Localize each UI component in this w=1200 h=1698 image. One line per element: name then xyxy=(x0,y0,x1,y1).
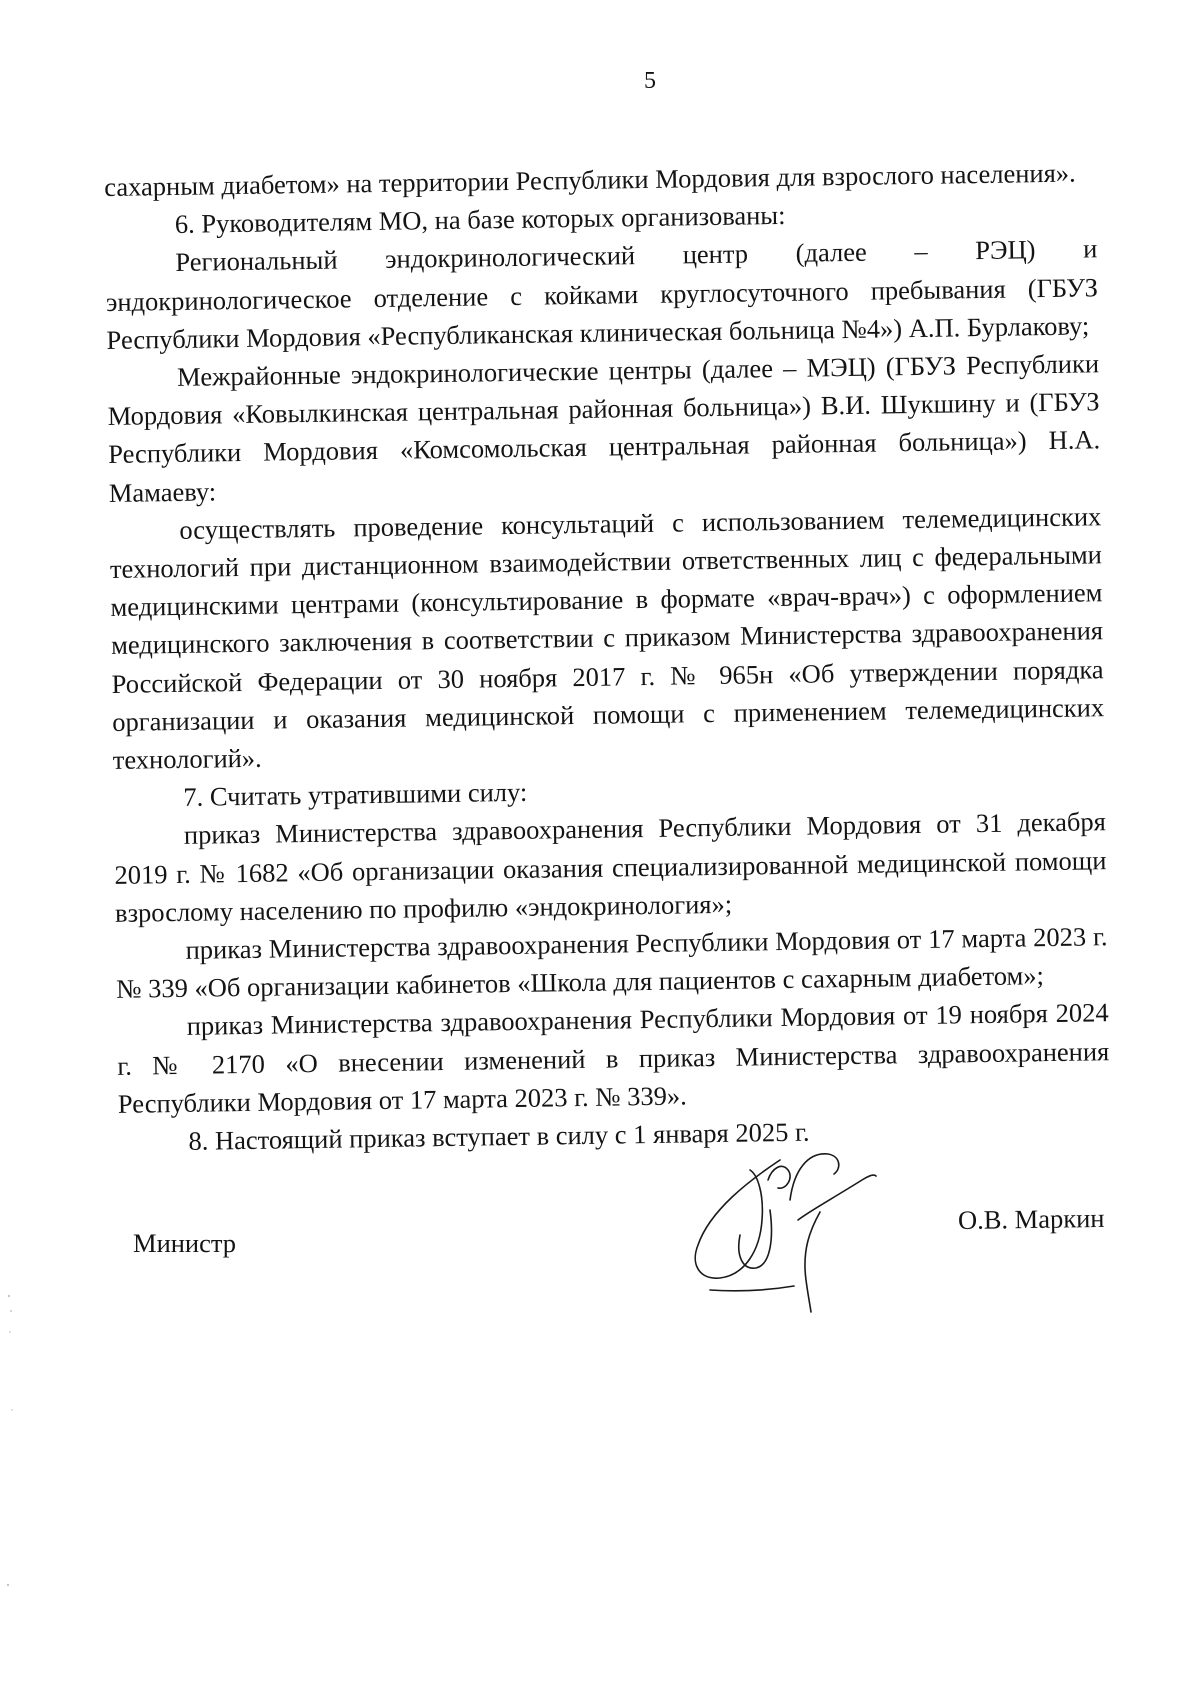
paragraph-revoked-order-1682: приказ Министерства здравоохранения Республики Мордовия от 31 декабря 2019 г. № 1682 «Об организации оказания специализированной медицинской помощи взрослому населению по профилю «эндокринология»; xyxy=(114,806,1107,928)
signer-name: О.В. Маркин xyxy=(957,1202,1105,1236)
signature-block xyxy=(0,1150,1200,1330)
paragraph-telemedicine: осуществлять проведение консультаций с использованием телемедицинских технологий при дистанционном взаимодействии ответственных лиц с федеральными медицинскими центрами (консультирование в формате «врач-врач») с оформлением медицинского заключения в соответствии с приказом Министерства здравоохранения Российской Федерации от 30 ноября 2017 г. № 965н «Об утверждении порядка организации и оказания медицинской помощи с применением телемедицинских технологий». xyxy=(109,501,1105,775)
paragraph-interdistrict-centers: Межрайонные эндокринологические центры (далее – МЭЦ) (ГБУЗ Республики Мордовия «Ковылкинская центральная районная больница») В.И. Шукшину и (ГБУЗ Республики Мордовия «Комсомольская центральная районная больница») Н.А. Мамаеву: xyxy=(107,348,1101,508)
paragraph-regional-center: Региональный эндокринологический центр (далее – РЭЦ) и эндокринологическое отделение с койками круглосуточного пребывания (ГБУЗ Республики Мордовия «Республиканская клиническая больница №4») А.П. Бурлакову; xyxy=(105,233,1099,355)
document-body xyxy=(104,153,1111,1161)
signer-position: Министр xyxy=(133,1228,237,1258)
handwritten-signature xyxy=(690,1140,940,1320)
paragraph-item-8: 8. Настоящий приказ вступает в силу с 1 января 2025 г. xyxy=(188,1116,810,1156)
paragraph-revoked-order-2170: приказ Министерства здравоохранения Республики Мордовия от 19 ноября 2024 г. № 2170 «О внесении изменений в приказ Министерства здравоохранения Республики Мордовия от 17 марта 2023 г. № 339». xyxy=(117,997,1110,1119)
paragraph-revoked-order-339: приказ Министерства здравоохранения Республики Мордовия от 17 марта 2023 г. № 339 «Об организации кабинетов «Школа для пациентов с сахарным диабетом»; xyxy=(115,921,1108,1005)
paragraph-item-7: 7. Считать утратившими силу: xyxy=(183,777,528,813)
paragraph-continuation: сахарным диабетом» на территории Республики Мордовия для взрослого населения». xyxy=(104,157,1076,202)
page-number: 5 xyxy=(644,68,656,94)
paragraph-item-6: 6. Руководителям МО, на базе которых организованы: xyxy=(174,200,786,240)
